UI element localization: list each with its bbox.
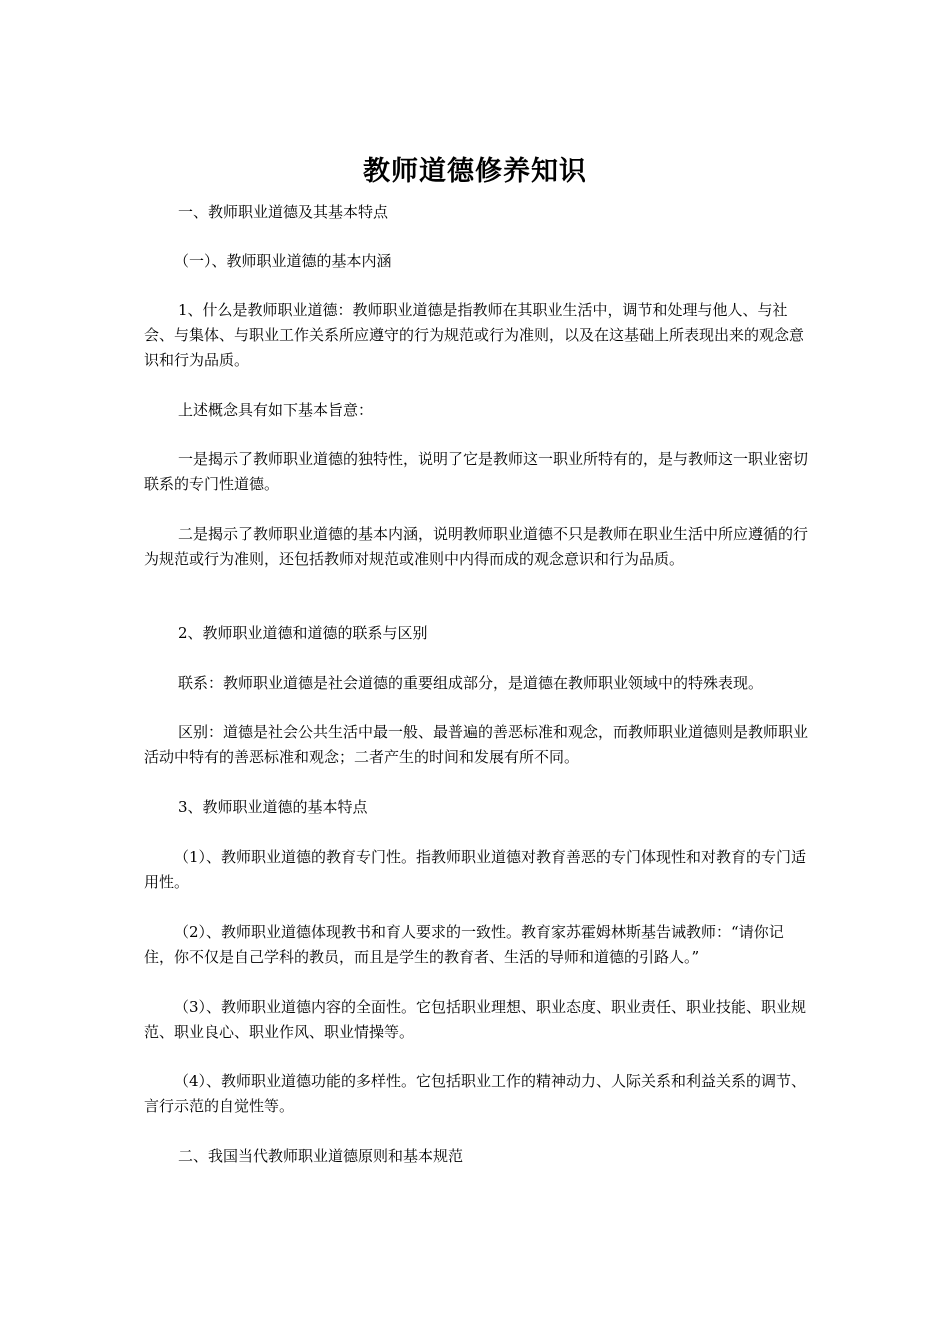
paragraph-feature-2: （2）、教师职业道德体现教书和育人要求的一致性。教育家苏霍姆林斯基告诫教师：“请你记住，你不仅是自己学科的教员，而且是学生的教育者、生活的导师和道德的引路人。” [144,923,784,966]
heading-item-2: 2、教师职业道德和道德的联系与区别 [178,624,428,642]
paragraph-intro: 上述概念具有如下基本旨意： [178,401,374,419]
heading-subsection-1: （一）、教师职业道德的基本内涵 [174,252,392,270]
paragraph-difference: 区别：道德是社会公共生活中最一般、最普遍的善恶标准和观念，而教师职业道德则是教师职业活动中特有的善恶标准和观念；二者产生的时间和发展有所不同。 [144,723,809,766]
paragraph-point-1: 一是揭示了教师职业道德的独特性，说明了它是教师这一职业所特有的，是与教师这一职业密切联系的专门性道德。 [144,450,809,493]
paragraph-feature-1: （1）、教师职业道德的教育专门性。指教师职业道德对教育善恶的专门体现性和对教育的专门适用性。 [144,848,807,891]
document-title: 教师道德修养知识 [363,156,587,187]
paragraph-feature-3: （3）、教师职业道德内容的全面性。它包括职业理想、职业态度、职业责任、职业技能、职业规范、职业良心、职业作风、职业情操等。 [144,998,807,1041]
heading-item-3: 3、教师职业道德的基本特点 [178,798,368,816]
heading-section-2: 二、我国当代教师职业道德原则和基本规范 [178,1147,464,1165]
heading-section-1: 一、教师职业道德及其基本特点 [178,203,389,221]
paragraph-definition: 1、什么是教师职业道德：教师职业道德是指教师在其职业生活中，调节和处理与他人、与社会、与集体、与职业工作关系所应遵守的行为规范或行为准则，以及在这基础上所表现出来的观念意识和行为品质。 [144,301,805,369]
paragraph-connection: 联系：教师职业道德是社会道德的重要组成部分，是道德在教师职业领域中的特殊表现。 [178,674,764,692]
paragraph-feature-4: （4）、教师职业道德功能的多样性。它包括职业工作的精神动力、人际关系和利益关系的调节、言行示范的自觉性等。 [144,1072,807,1115]
paragraph-point-2: 二是揭示了教师职业道德的基本内涵，说明教师职业道德不只是教师在职业生活中所应遵循的行为规范或行为准则，还包括教师对规范或准则中内得而成的观念意识和行为品质。 [144,525,809,568]
